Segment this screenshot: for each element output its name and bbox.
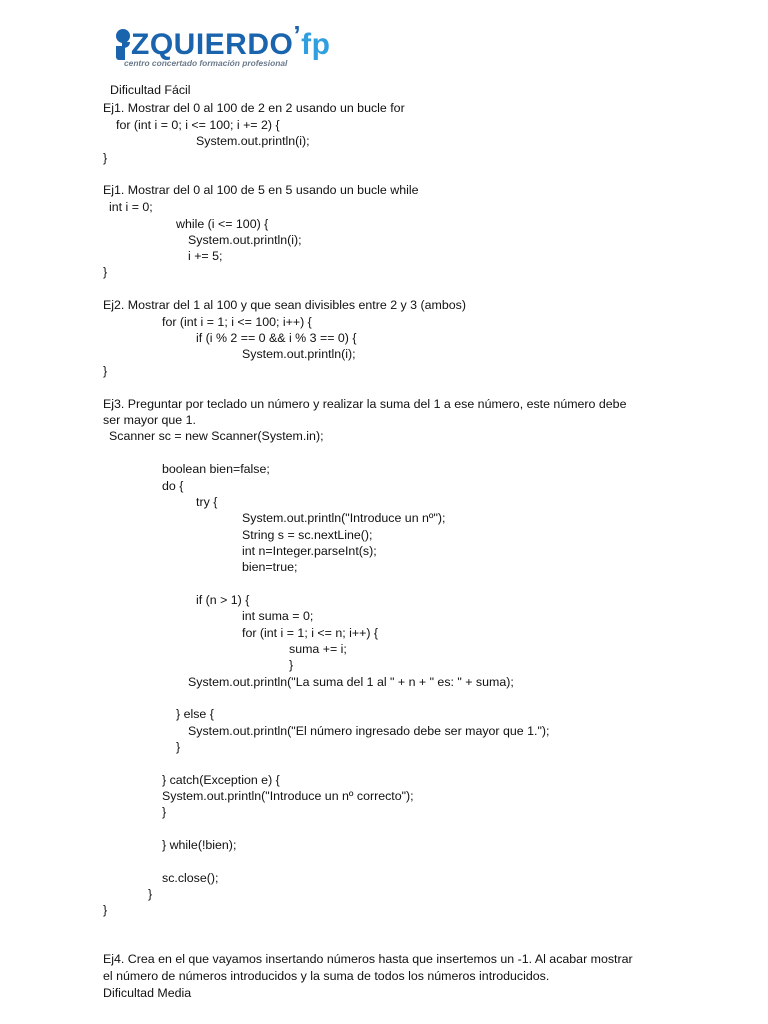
code-line: System.out.println("Introduce un nº correcto"); <box>162 789 414 803</box>
exercise-heading: Ej1. Mostrar del 0 al 100 de 2 en 2 usando un bucle for <box>103 101 405 115</box>
code-line: System.out.println("La suma del 1 al " + n + " es: " + suma); <box>188 675 514 689</box>
code-line: if (n > 1) { <box>196 593 250 607</box>
code-line: } <box>148 887 153 901</box>
code-line: } <box>162 805 167 819</box>
logo-apostrophe: ’ <box>293 20 302 50</box>
code-line: } <box>103 265 108 279</box>
difficulty-heading: Dificultad Fácil <box>110 83 191 97</box>
exercise-heading: Ej3. Preguntar por teclado un número y realizar la suma del 1 a ese número, este número debe <box>103 397 627 411</box>
code-line: int i = 0; <box>109 200 153 214</box>
exercise-heading: Ej2. Mostrar del 1 al 100 y que sean divisibles entre 2 y 3 (ambos) <box>103 298 466 312</box>
code-line: sc.close(); <box>162 871 219 885</box>
code-line: while (i <= 100) { <box>176 217 269 231</box>
code-line: for (int i = 0; i <= 100; i += 2) { <box>116 118 280 132</box>
exercise-heading: el número de números introducidos y la suma de todos los números introducidos. <box>103 969 550 983</box>
code-line: } while(!bien); <box>162 838 237 852</box>
code-line: i += 5; <box>188 249 223 263</box>
code-line: int n=Integer.parseInt(s); <box>242 544 377 558</box>
code-line: String s = sc.nextLine(); <box>242 528 373 542</box>
logo-tagline: centro concertado formación profesional <box>124 58 288 68</box>
code-line: System.out.println("Introduce un nº"); <box>242 511 446 525</box>
izquierdo-fp-logo <box>116 12 356 70</box>
code-line: } <box>103 151 108 165</box>
code-line: if (i % 2 == 0 && i % 3 == 0) { <box>196 331 357 345</box>
code-line: System.out.println("El número ingresado debe ser mayor que 1."); <box>188 724 550 738</box>
logo-fp-text: fp <box>301 28 331 61</box>
logo-name-text: ZQUIERDO <box>131 28 294 61</box>
code-line: for (int i = 1; i <= n; i++) { <box>242 626 379 640</box>
code-line: } <box>289 658 294 672</box>
code-line: int suma = 0; <box>242 609 314 623</box>
logo-wordmark <box>116 14 330 60</box>
code-line: } else { <box>176 707 214 721</box>
code-line: } <box>103 364 108 378</box>
code-line: boolean bien=false; <box>162 462 270 476</box>
logo-i-glyph <box>116 29 130 60</box>
code-line: } <box>176 740 181 754</box>
code-line: Scanner sc = new Scanner(System.in); <box>109 429 324 443</box>
difficulty-heading: Dificultad Media <box>103 986 192 1000</box>
code-line: suma += i; <box>289 642 347 656</box>
code-line: System.out.println(i); <box>196 134 310 148</box>
code-line: try { <box>196 495 218 509</box>
code-line: do { <box>162 479 184 493</box>
code-line: System.out.println(i); <box>188 233 302 247</box>
code-line: } catch(Exception e) { <box>162 773 280 787</box>
code-line: } <box>103 903 108 917</box>
exercise-heading: Ej4. Crea en el que vayamos insertando números hasta que insertemos un -1. Al acabar mostrar <box>103 952 633 966</box>
code-line: for (int i = 1; i <= 100; i++) { <box>162 315 312 329</box>
code-line: System.out.println(i); <box>242 347 356 361</box>
code-line: bien=true; <box>242 560 298 574</box>
exercise-heading: Ej1. Mostrar del 0 al 100 de 5 en 5 usando un bucle while <box>103 183 419 197</box>
exercise-heading: ser mayor que 1. <box>103 413 196 427</box>
